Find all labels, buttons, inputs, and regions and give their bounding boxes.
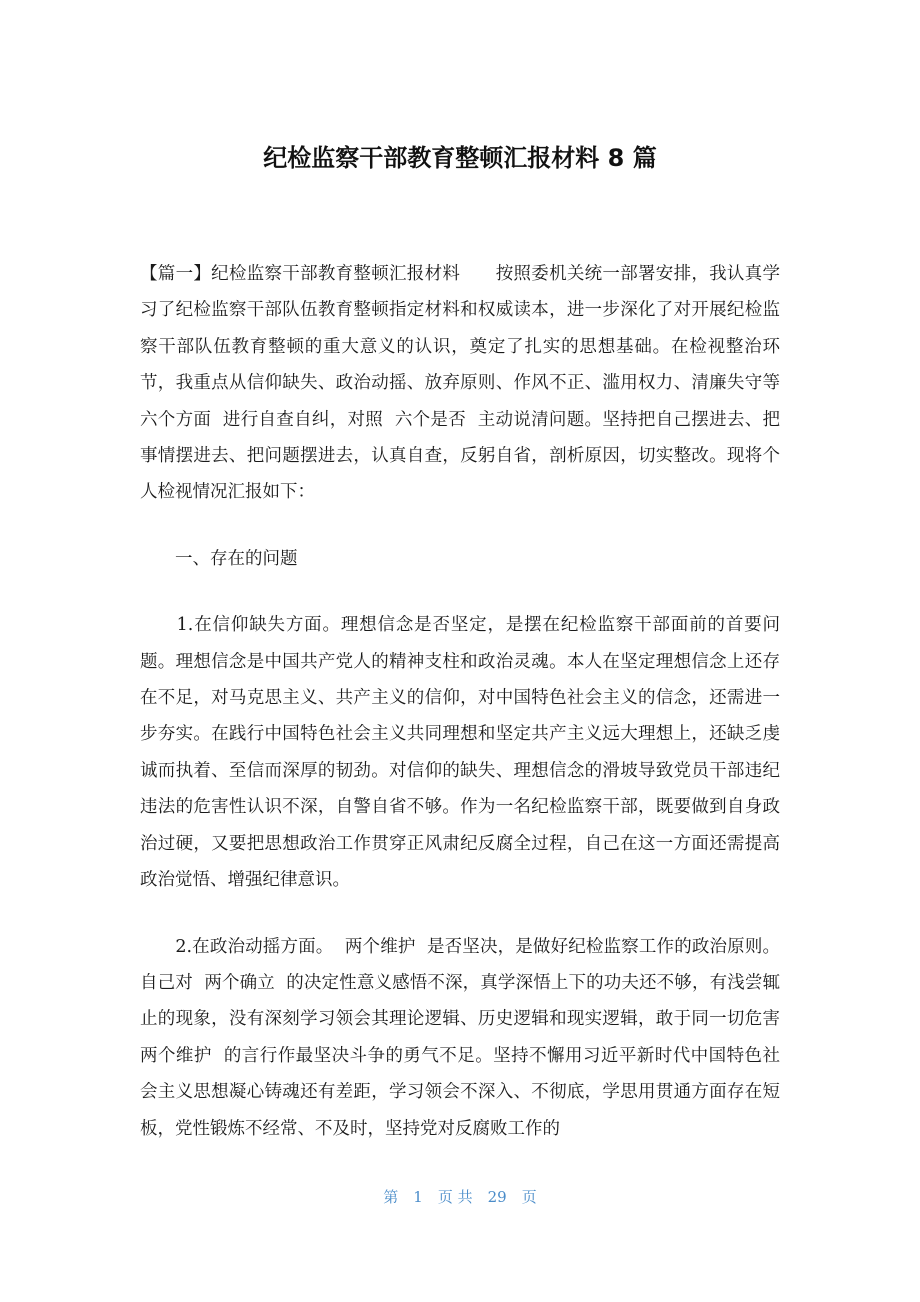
page-number-footer: 第 1 页 共 29 页 <box>383 1188 537 1206</box>
document-body <box>140 256 792 1147</box>
paragraph-spacer <box>140 899 780 929</box>
paragraph-intro: 【篇一】纪检监察干部教育整顿汇报材料 按照委机关统一部署安排，我认真学习了纪检监察干部队伍教育整顿指定材料和权威读本，进一步深化了对开展纪检监察干部队伍教育整顿的重大意义的认识，奠定了扎实的思想基础。在检视整治环节，我重点从信仰缺失、政治动摇、放弃原则、作风不正、滥用权力、清廉失守等 六个方面 进行自查自纠，对照 六个是否 主动说清问题。坚持把自己摆进去、把事情摆进去、把问题摆进去，认真自查，反躬自省，剖析原因，切实整改。现将个人检视情况汇报如下： <box>140 264 792 503</box>
paragraph-item-2: 2.在政治动摇方面。 两个维护 是否坚决，是做好纪检监察工作的政治原则。自己对 两个确立 的决定性意义感悟不深，真学深悟上下的功夫还不够，有浅尝辄止的现象，没有深刻学习领会其理论逻辑、历史逻辑和现实逻辑，敢于同一切危害 两个维护 的言行作最坚决斗争的勇气不足。坚持不懈用习近平新时代中国特色社会主义思想凝心铸魂还有差距，学习领会不深入、不彻底，学思用贯通方面存在短板，党性锻炼不经常、不及时，坚持党对反腐败工作的 <box>140 936 792 1139</box>
paragraph-item-1: 1.在信仰缺失方面。理想信念是否坚定，是摆在纪检监察干部面前的首要问题。理想信念是中国共产党人的精神支柱和政治灵魂。本人在坚定理想信念上还存在不足，对马克思主义、共产主义的信仰，对中国特色社会主义的信念，还需进一步夯实。在践行中国特色社会主义共同理想和坚定共产主义远大理想上，还缺乏虔诚而执着、至信而深厚的韧劲。对信仰的缺失、理想信念的滑坡导致党员干部违纪违法的危害性认识不深，自警自省不够。作为一名纪检监察干部，既要做到自身政治过硬，又要把思想政治工作贯穿正风肃纪反腐全过程，自己在这一方面还需提高政治觉悟、增强纪律意识。 <box>140 615 780 891</box>
paragraph-spacer <box>140 577 780 607</box>
document-title: 纪检监察干部教育整顿汇报材料 8 篇 <box>263 144 657 172</box>
section-heading: 一、存在的问题 <box>140 548 298 569</box>
paragraph-spacer <box>140 511 780 541</box>
